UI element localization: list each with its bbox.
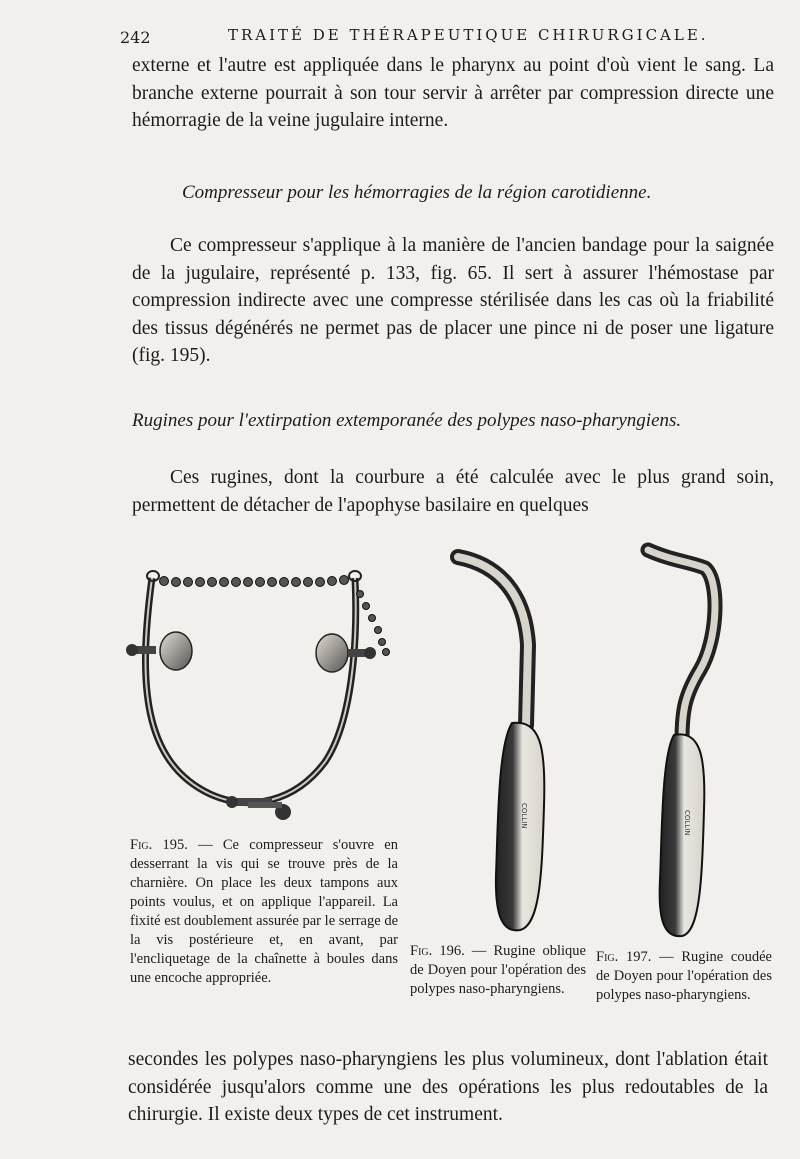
section-heading-compresseur: Compresseur pour les hémorragies de la région carotidienne. xyxy=(182,182,652,203)
page-header xyxy=(120,24,770,50)
figure-196-caption xyxy=(410,942,586,999)
figure-197-caption xyxy=(596,948,772,1005)
figure-195-label: Fig. 195. xyxy=(130,837,188,853)
figure-196-label: Fig. 196. xyxy=(410,943,465,959)
running-title: TRAITÉ DE THÉRAPEUTIQUE CHIRURGICALE. xyxy=(228,26,709,44)
figure-196-caption-text: — Rugine oblique de Doyen pour l'opération des polypes naso-pharyngiens. xyxy=(410,943,586,997)
figure-195-caption xyxy=(130,836,398,988)
fig197-maker-mark: COLLIN xyxy=(683,810,691,836)
figure-196-oblique-rugine-illustration xyxy=(440,545,560,935)
figure-195-compressor-illustration xyxy=(120,562,410,834)
paragraph-3: Ces rugines, dont la courbure a été calculée avec le plus grand soin, permettent de détacher de l'apophyse basilaire en quelques xyxy=(132,467,774,516)
paragraph-2: Ce compresseur s'applique à la manière de l'ancien bandage pour la saignée de la jugulaire, représenté p. 133, fig. 65. Il sert à assurer l'hémostase par compression indirecte avec une compresse stérilisée dans les cas où la friabilité des tissus dégénérés ne permet pas de placer une pince ni de poser une ligature (fig. 195). xyxy=(132,235,774,366)
paragraph-4: secondes les polypes naso-pharyngiens les plus volumineux, dont l'ablation était considérée jusqu'alors comme une des opérations les plus redoutables de la chirurgie. Il existe deux types de cet instrument. xyxy=(128,1049,768,1125)
fig196-maker-mark: COLLIN xyxy=(520,803,528,829)
figure-197-label: Fig. 197. xyxy=(596,949,652,965)
paragraph-1: externe et l'autre est appliquée dans le pharynx au point d'où vient le sang. La branche externe pourrait à son tour servir à arrêter par compression directe une hémorragie de la veine jugulaire interne. xyxy=(132,55,774,131)
figure-195-caption-text: — Ce compresseur s'ouvre en desserrant la vis qui se trouve près de la charnière. On place les deux tampons aux points voulus, et on applique l'appareil. La fixité est doublement assurée par le serrage de la vis postérieure et, en avant, par l'encliquetage de la chaînette à boules dans une encoche appropriée. xyxy=(130,837,398,986)
figure-197-angled-rugine-illustration xyxy=(630,540,740,940)
page-number: 242 xyxy=(120,28,151,47)
section-heading-rugines: Rugines pour l'extirpation extemporanée des polypes naso-pharyngiens. xyxy=(132,410,682,431)
figure-197-caption-text: — Rugine coudée de Doyen pour l'opération des polypes naso-pharyngiens. xyxy=(596,949,772,1003)
